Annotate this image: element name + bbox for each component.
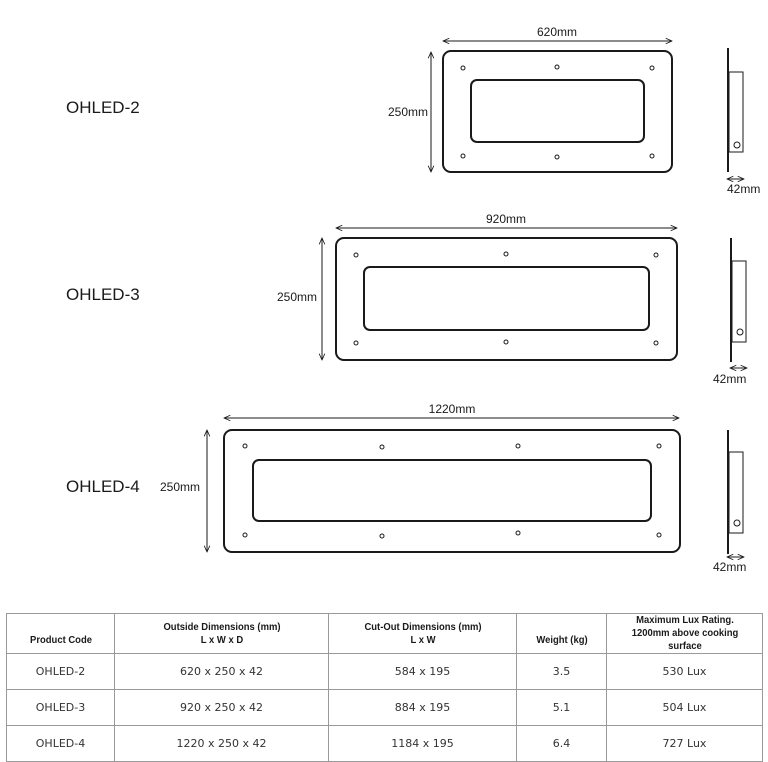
depth-label: 42mm: [727, 182, 761, 196]
table-header-row: [7, 614, 763, 654]
cell-outside-dimensions: 1220 x 250 x 42: [115, 726, 329, 762]
fixture-front-outline: [224, 430, 680, 552]
width-label: 250mm: [276, 290, 317, 304]
header-outside-dimensions: Outside Dimensions (mm) L x W x D: [125, 614, 318, 654]
mounting-holes: [243, 444, 661, 538]
table-row: [7, 690, 763, 726]
ohled-3-drawing: [66, 212, 747, 386]
length-label: 1220mm: [428, 402, 476, 416]
depth-label: 42mm: [713, 560, 747, 574]
cell-lux-rating: 530 Lux: [607, 654, 763, 690]
cell-cutout-dimensions: 884 x 195: [329, 690, 517, 726]
header-lux-rating: Maximum Lux Rating. 1200mm above cooking surface: [614, 614, 754, 654]
cell-outside-dimensions: 620 x 250 x 42: [115, 654, 329, 690]
cell-lux-rating: 504 Lux: [607, 690, 763, 726]
ohled-4-drawing: [66, 402, 746, 574]
width-label: 250mm: [160, 480, 201, 494]
cell-outside-dimensions: 920 x 250 x 42: [115, 690, 329, 726]
header-weight: Weight (kg): [521, 614, 602, 654]
header-product-code: Product Code: [12, 614, 109, 654]
cell-weight: 6.4: [517, 726, 607, 762]
product-code-label: OHLED-4: [66, 477, 140, 496]
ohled-2-drawing: [66, 25, 760, 196]
cell-product-code: OHLED-4: [7, 726, 115, 762]
side-profile: [728, 430, 743, 554]
side-profile: [731, 238, 746, 362]
light-panel-cutout: [364, 267, 649, 330]
length-label: 620mm: [536, 25, 578, 39]
light-panel-cutout: [471, 80, 644, 142]
side-profile: [728, 48, 743, 172]
product-code-label: OHLED-2: [66, 98, 140, 117]
light-panel-cutout: [253, 460, 651, 521]
cell-lux-rating: 727 Lux: [607, 726, 763, 762]
depth-label: 42mm: [713, 372, 747, 386]
cell-weight: 5.1: [517, 690, 607, 726]
cell-weight: 3.5: [517, 654, 607, 690]
cell-product-code: OHLED-3: [7, 690, 115, 726]
header-cutout-dimensions: Cut-Out Dimensions (mm) L x W: [338, 614, 507, 654]
cell-cutout-dimensions: 1184 x 195: [329, 726, 517, 762]
table-row: [7, 726, 763, 762]
width-label: 250mm: [387, 105, 428, 119]
cell-cutout-dimensions: 584 x 195: [329, 654, 517, 690]
length-label: 920mm: [485, 212, 527, 226]
product-code-label: OHLED-3: [66, 285, 140, 304]
specification-table: [6, 613, 763, 762]
mounting-holes: [354, 252, 658, 345]
cell-product-code: OHLED-2: [7, 654, 115, 690]
table-row: [7, 654, 763, 690]
